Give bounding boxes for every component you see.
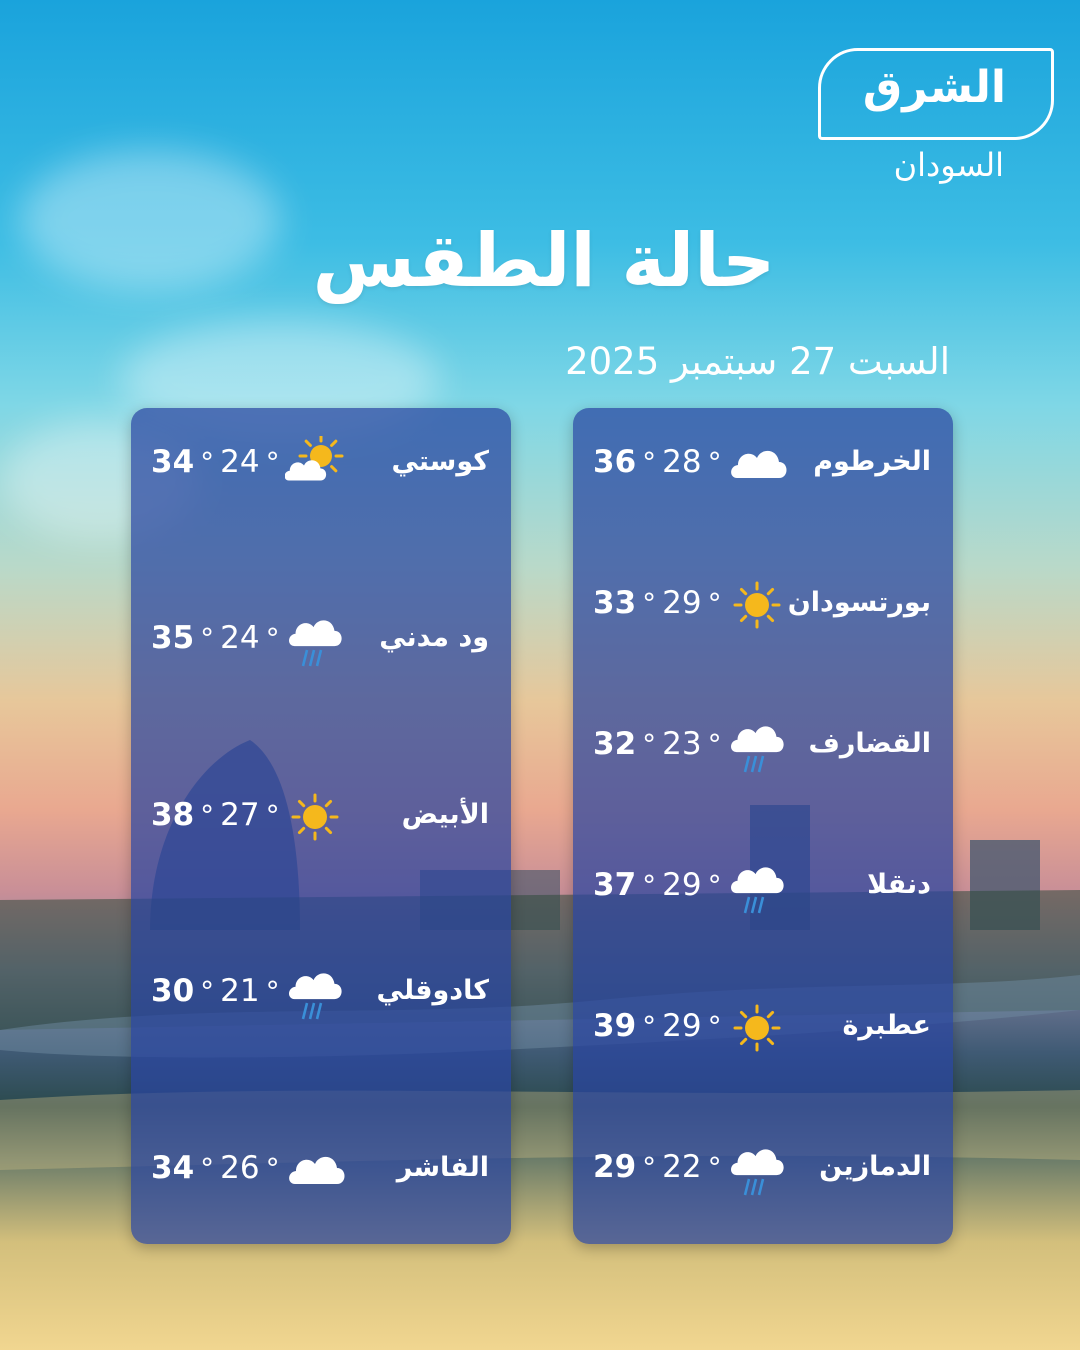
temp-low: 29 xyxy=(662,1008,702,1044)
city-name: كادوقلي xyxy=(376,975,489,1006)
temperature-range xyxy=(151,973,286,1009)
degree-symbol: ° xyxy=(265,975,280,1008)
city-name: الأبيض xyxy=(401,799,489,830)
degree-symbol: ° xyxy=(265,446,280,479)
temp-low: 24 xyxy=(220,444,260,480)
degree-symbol: ° xyxy=(642,728,657,761)
city-name: كوستي xyxy=(391,446,489,477)
rain-cloud-icon xyxy=(727,1141,787,1197)
city-name: القضارف xyxy=(808,728,931,759)
degree-symbol: ° xyxy=(200,622,215,655)
temperature-range xyxy=(593,1008,728,1044)
temp-low: 28 xyxy=(662,444,702,480)
weather-row xyxy=(573,436,953,496)
degree-symbol: ° xyxy=(707,1010,722,1043)
degree-symbol: ° xyxy=(707,446,722,479)
weather-row xyxy=(131,612,511,672)
partly-cloudy-icon xyxy=(285,436,345,492)
temp-low: 26 xyxy=(220,1150,260,1186)
temp-low: 27 xyxy=(220,797,260,833)
temperature-range xyxy=(593,726,728,762)
brand-subtitle: السودان xyxy=(893,146,1004,184)
degree-symbol: ° xyxy=(642,446,657,479)
degree-symbol: ° xyxy=(642,1010,657,1043)
temperature-range xyxy=(593,1149,728,1185)
weather-row xyxy=(131,1142,511,1202)
degree-symbol: ° xyxy=(642,587,657,620)
page-title: حالة الطقس xyxy=(312,218,776,304)
temp-low: 29 xyxy=(662,867,702,903)
degree-symbol: ° xyxy=(707,587,722,620)
temp-high: 30 xyxy=(151,973,195,1009)
brand-logo: الشرق xyxy=(862,62,1006,113)
degree-symbol: ° xyxy=(265,799,280,832)
rain-cloud-icon xyxy=(285,965,345,1021)
city-name: دنقلا xyxy=(867,869,931,900)
degree-symbol: ° xyxy=(265,622,280,655)
weather-row xyxy=(573,859,953,919)
degree-symbol: ° xyxy=(642,1151,657,1184)
temp-high: 39 xyxy=(593,1008,637,1044)
city-name: ود مدني xyxy=(379,622,489,653)
degree-symbol: ° xyxy=(707,728,722,761)
degree-symbol: ° xyxy=(707,1151,722,1184)
city-name: الفاشر xyxy=(396,1152,489,1183)
degree-symbol: ° xyxy=(200,975,215,1008)
city-name: الدمازين xyxy=(819,1151,931,1182)
degree-symbol: ° xyxy=(200,799,215,832)
degree-symbol: ° xyxy=(707,869,722,902)
temp-low: 22 xyxy=(662,1149,702,1185)
weather-row xyxy=(573,1141,953,1201)
temperature-range xyxy=(593,585,728,621)
weather-panel-left xyxy=(131,408,511,1244)
temperature-range xyxy=(151,620,286,656)
degree-symbol: ° xyxy=(200,1152,215,1185)
temp-high: 32 xyxy=(593,726,637,762)
temp-low: 23 xyxy=(662,726,702,762)
weather-row xyxy=(131,789,511,849)
weather-row xyxy=(131,965,511,1025)
temp-high: 36 xyxy=(593,444,637,480)
temp-high: 29 xyxy=(593,1149,637,1185)
temperature-range xyxy=(593,444,728,480)
temp-high: 38 xyxy=(151,797,195,833)
temperature-range xyxy=(151,797,286,833)
weather-row xyxy=(131,436,511,496)
temperature-range xyxy=(151,1150,286,1186)
temp-high: 34 xyxy=(151,444,195,480)
temp-high: 34 xyxy=(151,1150,195,1186)
temp-low: 24 xyxy=(220,620,260,656)
temperature-range xyxy=(151,444,286,480)
weather-row xyxy=(573,718,953,778)
temp-high: 37 xyxy=(593,867,637,903)
degree-symbol: ° xyxy=(265,1152,280,1185)
temp-high: 35 xyxy=(151,620,195,656)
degree-symbol: ° xyxy=(200,446,215,479)
date-label: السبت 27 سبتمبر 2025 xyxy=(565,340,950,383)
temperature-range xyxy=(593,867,728,903)
city-name: الخرطوم xyxy=(813,446,931,477)
temp-low: 29 xyxy=(662,585,702,621)
temp-high: 33 xyxy=(593,585,637,621)
sun-icon xyxy=(285,789,345,845)
rain-cloud-icon xyxy=(285,612,345,668)
cloud-icon xyxy=(727,436,787,492)
weather-panel-right xyxy=(573,408,953,1244)
rain-cloud-icon xyxy=(727,859,787,915)
sun-icon xyxy=(727,577,787,633)
city-name: عطبرة xyxy=(842,1010,931,1041)
weather-row xyxy=(573,577,953,637)
city-name: بورتسودان xyxy=(787,587,931,618)
rain-cloud-icon xyxy=(727,718,787,774)
cloud-icon xyxy=(285,1142,345,1198)
sun-icon xyxy=(727,1000,787,1056)
temp-low: 21 xyxy=(220,973,260,1009)
degree-symbol: ° xyxy=(642,869,657,902)
weather-row xyxy=(573,1000,953,1060)
